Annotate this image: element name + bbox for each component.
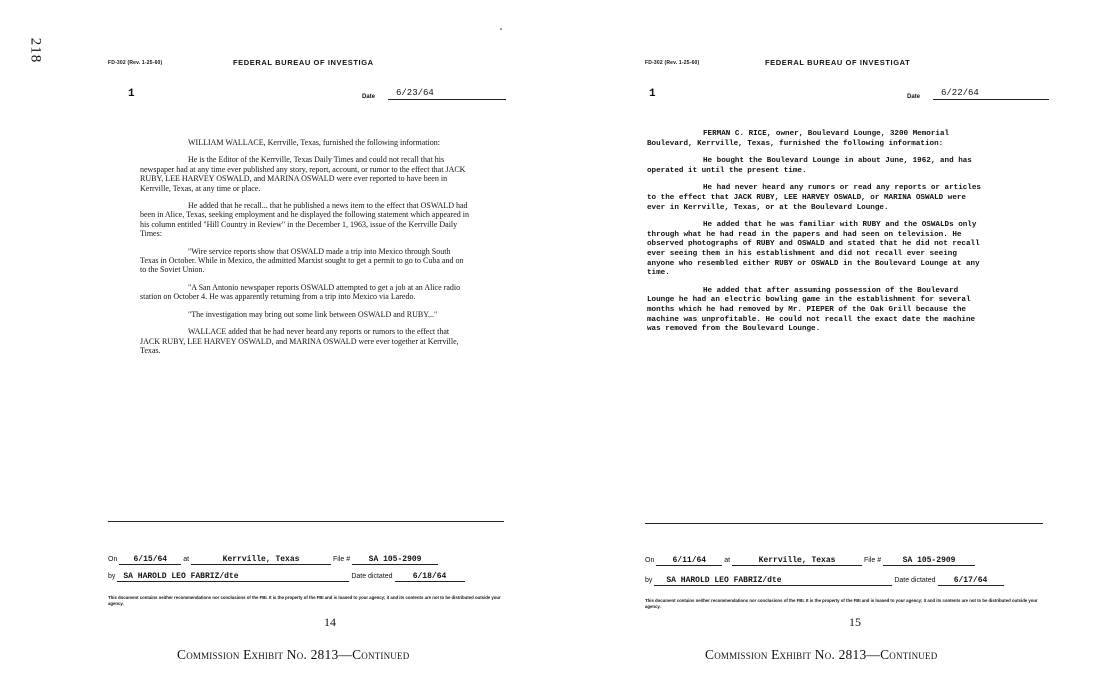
at-label: at [724,557,731,564]
paragraph: He is the Editor of the Kerrville, Texas Daily Times and could not recall that his newspaper had at any time ever published any story, report, account, or rumor to the effect that JACK RUBY, LEE HARVEY OSWALD, and MARINA OSWALD were ever reported to have been in Kerrville, Texas, at any time or place. [140,155,468,193]
disclaimer: This document contains neither recommendations nor conclusions of the FBI. It is the property of the FBI and is loaned to your agency; it and its contents are not to be distributed outside your agency. [645,598,1038,609]
footer-line-2 [645,576,1050,586]
report-date: 6/23/64 [388,88,506,100]
dictated-date: 6/18/64 [395,572,465,582]
file-number: SA 105-2909 [883,556,975,566]
bureau-header: FEDERAL BUREAU OF INVESTIGA [233,58,374,67]
page-marker: 1 [649,88,656,100]
report-body [647,130,987,343]
on-label: On [108,556,118,563]
file-label: File # [864,557,882,564]
file-number: SA 105-2909 [352,555,438,565]
date-label: Date [907,94,921,100]
paragraph: WILLIAM WALLACE, Kerrville, Texas, furnished the following information: [188,138,440,147]
interview-date: 6/11/64 [656,556,722,566]
scan-speck [500,28,502,30]
paragraph: He bought the Boulevard Lounge in about June, 1962, and has operated it until the present time. [647,157,977,175]
paragraph: WALLACE added that he had never heard any reports or rumors to the effect that JACK RUBY, LEE HARVEY OSWALD, and MARINA OSWALD were ever together at Kerrville, Texas. [140,327,461,355]
page-number: 15 [849,615,861,629]
date-label: Date [362,94,376,100]
footer-line-2 [108,572,508,582]
exhibit-caption: Commission Exhibit No. 2813—Continued [177,647,410,662]
interview-location: Kerrville, Texas [732,556,862,566]
agent-name: SA HAROLD LEO FABRIZ/dte [654,576,892,586]
form-id: FD-302 (Rev. 1-25-60) [108,60,163,66]
quote-paragraph: "A San Antonio newspaper reports OSWALD attempted to get a job at an Alice radio station on October 4. He was apparently returning from a trip into Mexico via Laredo. [140,282,463,302]
interview-location: Kerrville, Texas [191,555,331,565]
exhibit-caption: Commission Exhibit No. 2813—Continued [705,647,938,662]
footer-rule [108,521,504,522]
by-label: by [108,573,116,580]
side-page-number: 218 [27,37,44,64]
by-label: by [645,577,653,584]
paragraph: He added that after assuming possession of the Boulevard Lounge he had an electric bowling game in the establishment for several months which he had removed by Mr. PIEPER of the Oak Grill because the machine was unprofitable. He could not recall the exact date the machine was removed from the Boulevard Lounge. [647,286,980,334]
dictated-label: Date dictated [894,577,936,584]
at-label: at [183,556,190,563]
quote-paragraph: "The investigation may bring out some link between OSWALD and RUBY..." [188,309,438,319]
dictated-date: 6/17/64 [938,576,1004,586]
page-number: 14 [324,615,336,629]
form-id: FD-302 (Rev. 1-25-60) [645,60,700,66]
footer-rule [645,523,1043,524]
dictated-label: Date dictated [351,573,393,580]
footer-line-1 [645,556,1050,566]
footer-line-1 [108,555,508,565]
bureau-header: FEDERAL BUREAU OF INVESTIGAT [765,58,911,67]
interview-date: 6/15/64 [119,555,181,565]
agent-name: SA HAROLD LEO FABRIZ/dte [117,572,349,582]
paragraph: FERMAN C. RICE, owner, Boulevard Lounge, 3200 Memorial Boulevard, Kerrville, Texas, furnished the following information: [647,130,954,148]
file-label: File # [333,556,351,563]
quote-paragraph: "Wire service reports show that OSWALD made a trip into Mexico through South Texas in October. While in Mexico, the admitted Marxist sought to get a permit to go to Cuba and on to the Soviet Union. [140,246,466,275]
report-body [140,138,470,363]
paragraph: He added that he was familiar with RUBY and the OSWALDs only through what he had read in the papers and had seen on television. He observed photographs of RUBY and OSWALD and stated that he did not recall ever seeing them in his establishment and did not recall ever seeing anyone who resembled either RUBY or OSWALD in the Boulevard Lounge at any time. [647,221,985,278]
report-date: 6/22/64 [933,88,1049,100]
disclaimer: This document contains neither recommendations nor conclusions of the FBI. It is the property of the FBI and is loaned to your agency; it and its contents are not to be distributed outside your agency. [108,595,501,606]
page-marker: 1 [128,88,135,100]
paragraph: He added that he recall... that he published a news item to the effect that OSWALD had been in Alice, Texas, seeking employment and he displayed the following statement which appeared in his column entitled "Hill Country in Review" in the December 1, 1963, issue of the Kerrville Daily Times: [140,201,471,239]
on-label: On [645,557,655,564]
paragraph: He had never heard any rumors or read any reports or articles to the effect that JACK RUBY, LEE HARVEY OSWALD, or MARINA OSWALD were ever in Kerrville, Texas, or at the Boulevard Lounge. [647,184,986,212]
